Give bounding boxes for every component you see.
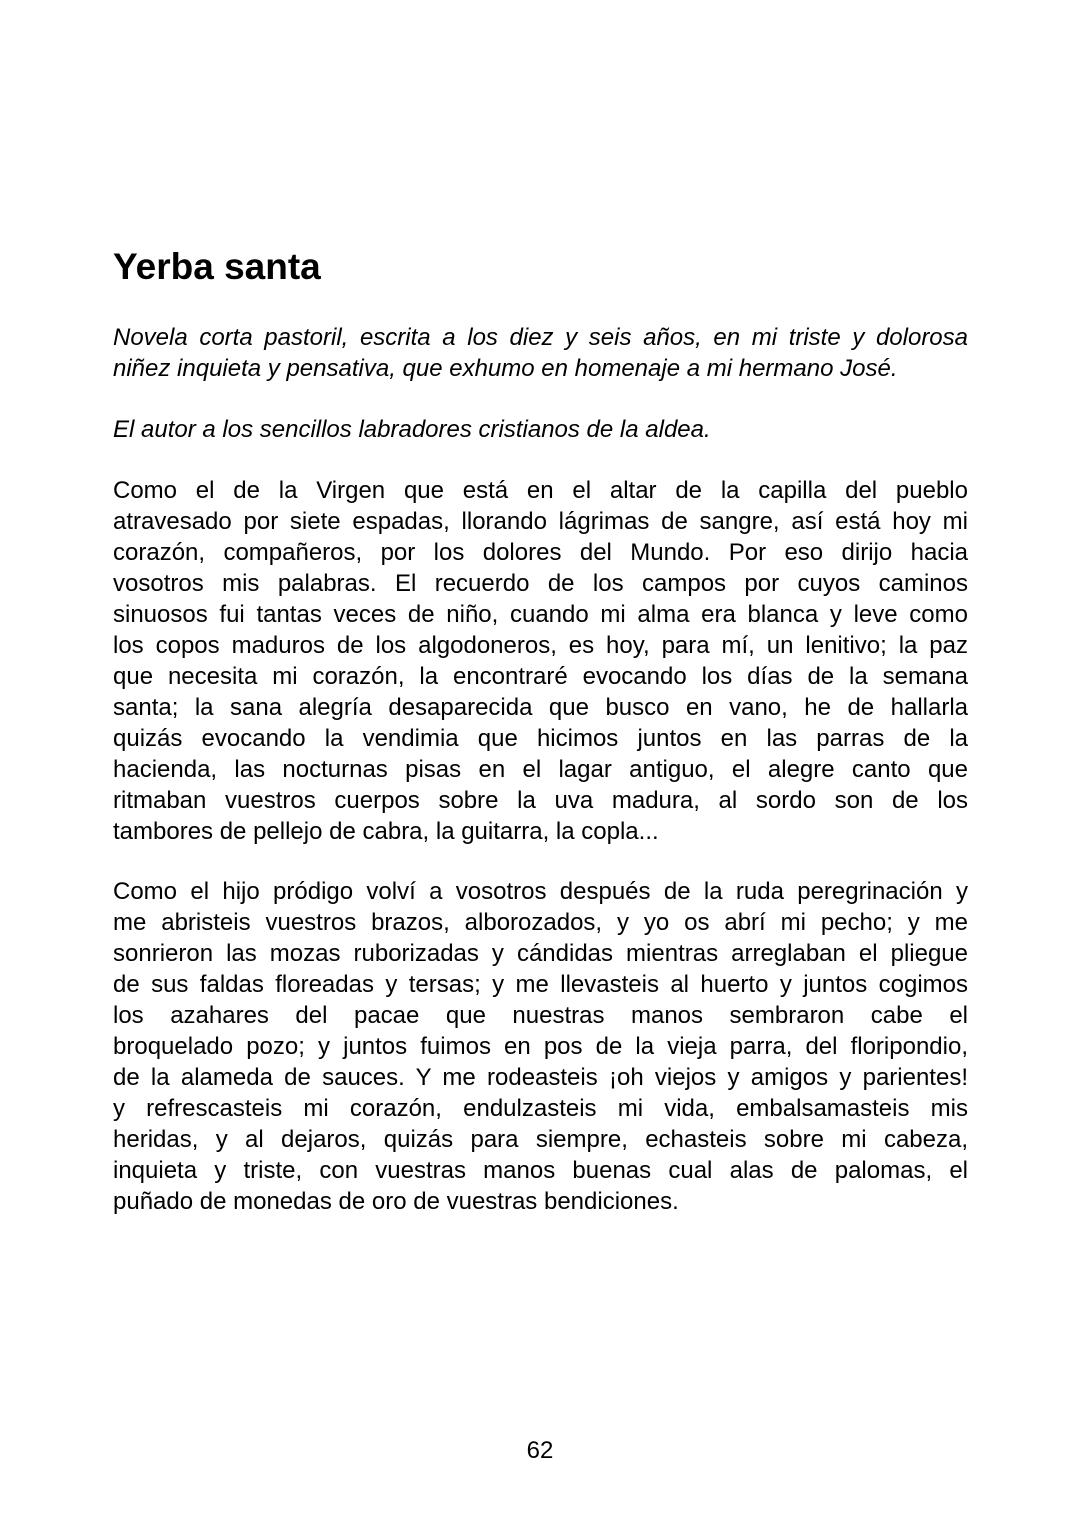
paragraph-1 xyxy=(113,475,968,847)
text-line: broquelado pozo; y juntos fuimos en pos de la vieja parra, del floripondio, xyxy=(113,1033,968,1060)
text-line: Como el hijo pródigo volví a vosotros después de la ruda peregrinación y xyxy=(113,878,968,905)
text-line: sonrieron las mozas ruborizadas y cándidas mientras arreglaban el pliegue xyxy=(113,940,968,967)
text-line: tambores de pellejo de cabra, la guitarra, la copla... xyxy=(113,818,659,845)
text-line: inquieta y triste, con vuestras manos buenas cual alas de palomas, el xyxy=(113,1157,968,1184)
text-line: puñado de monedas de oro de vuestras bendiciones. xyxy=(113,1188,679,1215)
text-line: heridas, y al dejaros, quizás para siempre, echasteis sobre mi cabeza, xyxy=(113,1126,968,1153)
text-line: los azahares del pacae que nuestras manos sembraron cabe el xyxy=(113,1002,968,1029)
page-title: Yerba santa xyxy=(113,246,321,287)
text-line: santa; la sana alegría desaparecida que busco en vano, he de hallarla xyxy=(113,694,968,721)
text-line: de la alameda de sauces. Y me rodeasteis ¡oh viejos y amigos y parientes! xyxy=(113,1064,968,1091)
text-line: atravesado por siete espadas, llorando lágrimas de sangre, así está hoy mi xyxy=(113,508,968,535)
page-number: 62 xyxy=(526,1437,554,1464)
text-line: de sus faldas floreadas y tersas; y me llevasteis al huerto y juntos cogimos xyxy=(113,971,968,998)
text-line: que necesita mi corazón, la encontraré evocando los días de la semana xyxy=(113,663,968,690)
text-line: me abristeis vuestros brazos, alborozados, y yo os abrí mi pecho; y me xyxy=(113,909,968,936)
dedication xyxy=(113,414,968,445)
text-line: Novela corta pastoril, escrita a los diez y seis años, en mi triste y dolorosa xyxy=(113,324,968,351)
paragraph-2 xyxy=(113,876,968,1217)
subtitle xyxy=(113,322,968,384)
text-line: y refrescasteis mi corazón, endulzasteis mi vida, embalsamasteis mis xyxy=(113,1095,968,1122)
text-line: los copos maduros de los algodoneros, es hoy, para mí, un lenitivo; la paz xyxy=(113,632,968,659)
text-line: ritmaban vuestros cuerpos sobre la uva madura, al sordo son de los xyxy=(113,787,968,814)
text-line: sinuosos fui tantas veces de niño, cuando mi alma era blanca y leve como xyxy=(113,601,968,628)
text-line: vosotros mis palabras. El recuerdo de los campos por cuyos caminos xyxy=(113,570,968,597)
text-line: niñez inquieta y pensativa, que exhumo en homenaje a mi hermano José. xyxy=(113,355,898,382)
text-line: Como el de la Virgen que está en el altar de la capilla del pueblo xyxy=(113,477,968,504)
text-line: El autor a los sencillos labradores cristianos de la aldea. xyxy=(113,416,711,443)
text-line: corazón, compañeros, por los dolores del Mundo. Por eso dirijo hacia xyxy=(113,539,968,566)
text-line: hacienda, las nocturnas pisas en el lagar antiguo, el alegre canto que xyxy=(113,756,968,783)
text-line: quizás evocando la vendimia que hicimos juntos en las parras de la xyxy=(113,725,968,752)
